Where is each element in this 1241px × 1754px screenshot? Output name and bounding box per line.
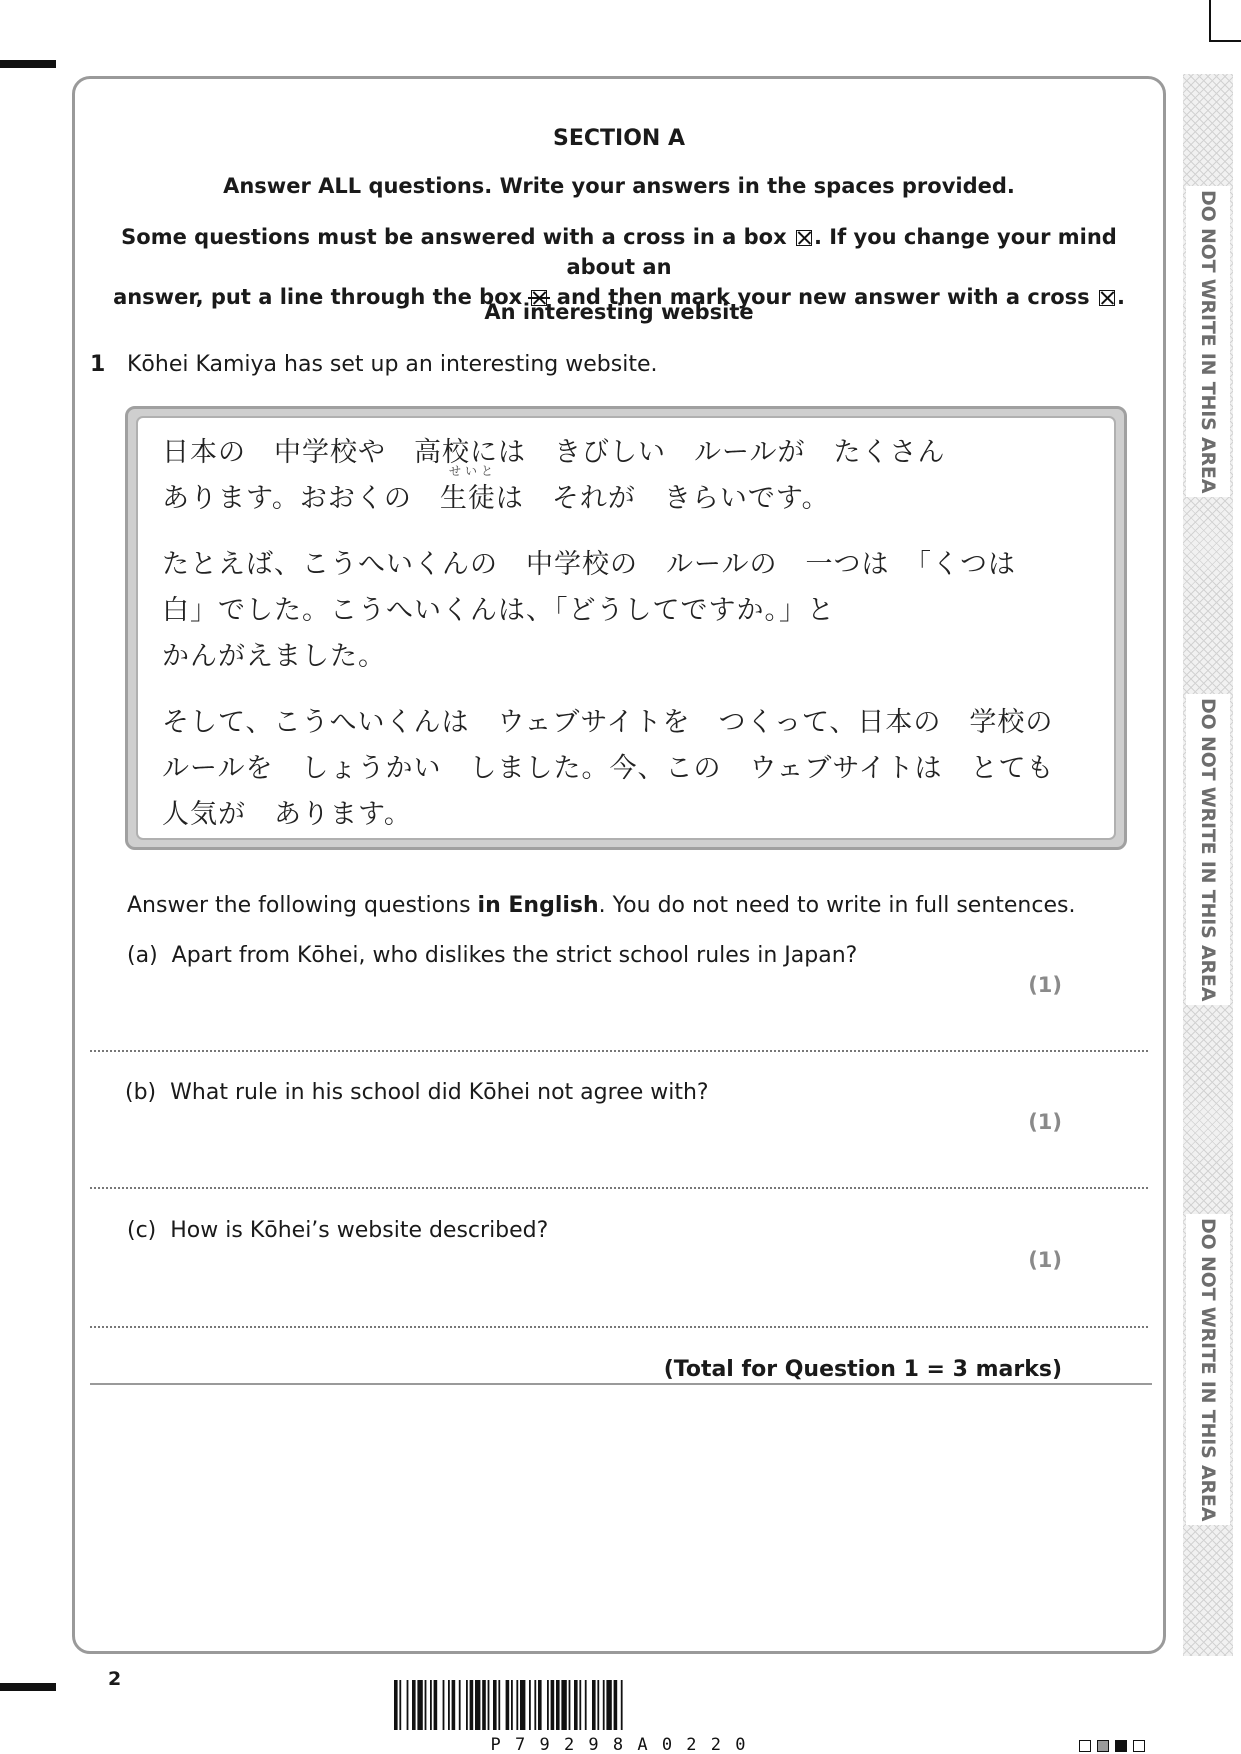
subquestion-label: (a): [127, 943, 158, 968]
question-total: (Total for Question 1 = 3 marks): [663, 1357, 1062, 1382]
english-instruction: [127, 893, 1075, 918]
barcode-bar: [614, 1680, 618, 1730]
barcode-bar: [569, 1680, 571, 1730]
passage-line: 人気が あります。: [162, 799, 412, 830]
barcode-bar: [448, 1680, 450, 1730]
cross-instruction-part5: .: [1116, 285, 1125, 309]
barcode-bar: [493, 1680, 497, 1730]
margin-warning-bottom: DO NOT WRITE IN THIS AREA: [1186, 1214, 1230, 1525]
barcode-text: P 7 9 2 9 8 A 0 2 2 0: [490, 1735, 748, 1752]
passage-line: たとえば、こうへいくんの 中学校の ルールの 一つは 「くつは: [162, 549, 1016, 580]
subquestion-a: [127, 943, 857, 968]
barcode-bar: [556, 1680, 560, 1730]
subquestion-text: Apart from Kōhei, who dislikes the strict school rules in Japan?: [171, 943, 858, 968]
question-stem: Kōhei Kamiya has set up an interesting website.: [127, 352, 658, 377]
barcode-bar: [417, 1680, 422, 1730]
barcode-bar: [475, 1680, 480, 1730]
cross-instruction-part4: and then mark your new answer with a cross: [556, 285, 1090, 309]
cross-instruction: [90, 222, 1148, 312]
barcode-bar: [511, 1680, 513, 1730]
question-number: 1: [90, 352, 106, 377]
barcode-bar: [407, 1680, 409, 1730]
passage-line: かんがえました。: [162, 641, 386, 672]
subquestion-text: How is Kōhei’s website described?: [170, 1218, 549, 1243]
barcode-bar: [606, 1680, 611, 1730]
page-indicator-black: [1115, 1740, 1127, 1752]
barcode-bar: [585, 1680, 587, 1730]
barcode-bar: [520, 1680, 525, 1730]
barcode-bar: [516, 1680, 518, 1730]
barcode-bar: [579, 1680, 581, 1730]
barcode-bar: [430, 1680, 432, 1730]
barcode-bar: [434, 1680, 438, 1730]
barcode-bar: [547, 1680, 549, 1730]
barcode-bar: [412, 1680, 416, 1730]
passage-line: 日本の 中学校や 高校には きびしい ルールが たくさん: [162, 437, 946, 468]
marks-a: (1): [1028, 973, 1062, 997]
barcode-bar: [574, 1680, 578, 1730]
instruction-text-end: . You do not need to write in full sentences.: [598, 893, 1076, 918]
barcode-bar: [459, 1680, 461, 1730]
barcode-bar: [506, 1680, 510, 1730]
corner-crop-mark: [1209, 0, 1241, 42]
subquestion-label: (b): [125, 1080, 157, 1105]
subquestion-b: [125, 1080, 709, 1105]
registration-mark-top: [0, 60, 56, 68]
barcode-bar: [466, 1680, 468, 1730]
subquestion-c: [127, 1218, 548, 1243]
answer-line-a[interactable]: [90, 1050, 1148, 1052]
barcode: [394, 1680, 844, 1752]
cross-box-icon: [796, 230, 812, 246]
answer-instruction: Answer ALL questions. Write your answers in the spaces provided.: [223, 174, 1015, 198]
barcode-bar: [603, 1680, 605, 1730]
barcode-bar: [529, 1680, 531, 1730]
passage-line: あります。おおくの 生徒は それが きらいです。: [162, 483, 830, 514]
barcode-bar: [621, 1680, 623, 1730]
barcode-bar: [482, 1680, 486, 1730]
instruction-emphasis: in English: [477, 893, 599, 918]
cross-instruction-part1: Some questions must be answered with a cross in a box: [121, 225, 787, 249]
furigana: せいと: [449, 464, 498, 478]
passage-line: 白」でした。こうへいくんは、「どうしてですか。」と: [162, 595, 835, 626]
barcode-bar: [538, 1680, 542, 1730]
barcode-bar: [561, 1680, 566, 1730]
barcode-bar: [551, 1680, 555, 1730]
barcode-bar: [498, 1680, 500, 1730]
page-number: 2: [108, 1668, 122, 1690]
passage-line: ルールを しょうかい しました。今、この ウェブサイトは とても: [162, 753, 1055, 784]
subquestion-label: (c): [127, 1218, 157, 1243]
barcode-bar: [534, 1680, 536, 1730]
cross-instruction-part3: answer, put a line through the box: [113, 285, 523, 309]
barcode-bar: [597, 1680, 599, 1730]
topic-title: An interesting website: [484, 300, 754, 324]
answer-line-b[interactable]: [90, 1187, 1148, 1189]
barcode-bar: [592, 1680, 596, 1730]
answer-line-c[interactable]: [90, 1326, 1148, 1328]
barcode-bar: [452, 1680, 456, 1730]
barcode-bar: [470, 1680, 474, 1730]
section-heading: SECTION A: [552, 126, 685, 151]
barcode-bar: [425, 1680, 427, 1730]
barcode-bar: [399, 1680, 401, 1730]
passage-line: そして、こうへいくんは ウェブサイトを つくって、日本の 学校の: [162, 707, 1054, 738]
page-indicator-empty: [1079, 1740, 1091, 1752]
margin-warning-top: DO NOT WRITE IN THIS AREA: [1186, 186, 1230, 497]
marks-c: (1): [1028, 1248, 1062, 1272]
barcode-bar: [394, 1680, 398, 1730]
barcode-bar: [488, 1680, 490, 1730]
total-rule: [90, 1383, 1152, 1385]
margin-warning-middle: DO NOT WRITE IN THIS AREA: [1186, 694, 1230, 1005]
instruction-text: Answer the following questions: [127, 893, 478, 918]
page-indicator-grey: [1097, 1740, 1109, 1752]
page-indicator-empty: [1133, 1740, 1145, 1752]
subquestion-text: What rule in his school did Kōhei not agree with?: [170, 1080, 709, 1105]
registration-mark-bottom: [0, 1683, 56, 1691]
cross-instruction-part2: . If you change your mind about an: [566, 225, 1117, 279]
barcode-bar: [443, 1680, 445, 1730]
marks-b: (1): [1028, 1110, 1062, 1134]
